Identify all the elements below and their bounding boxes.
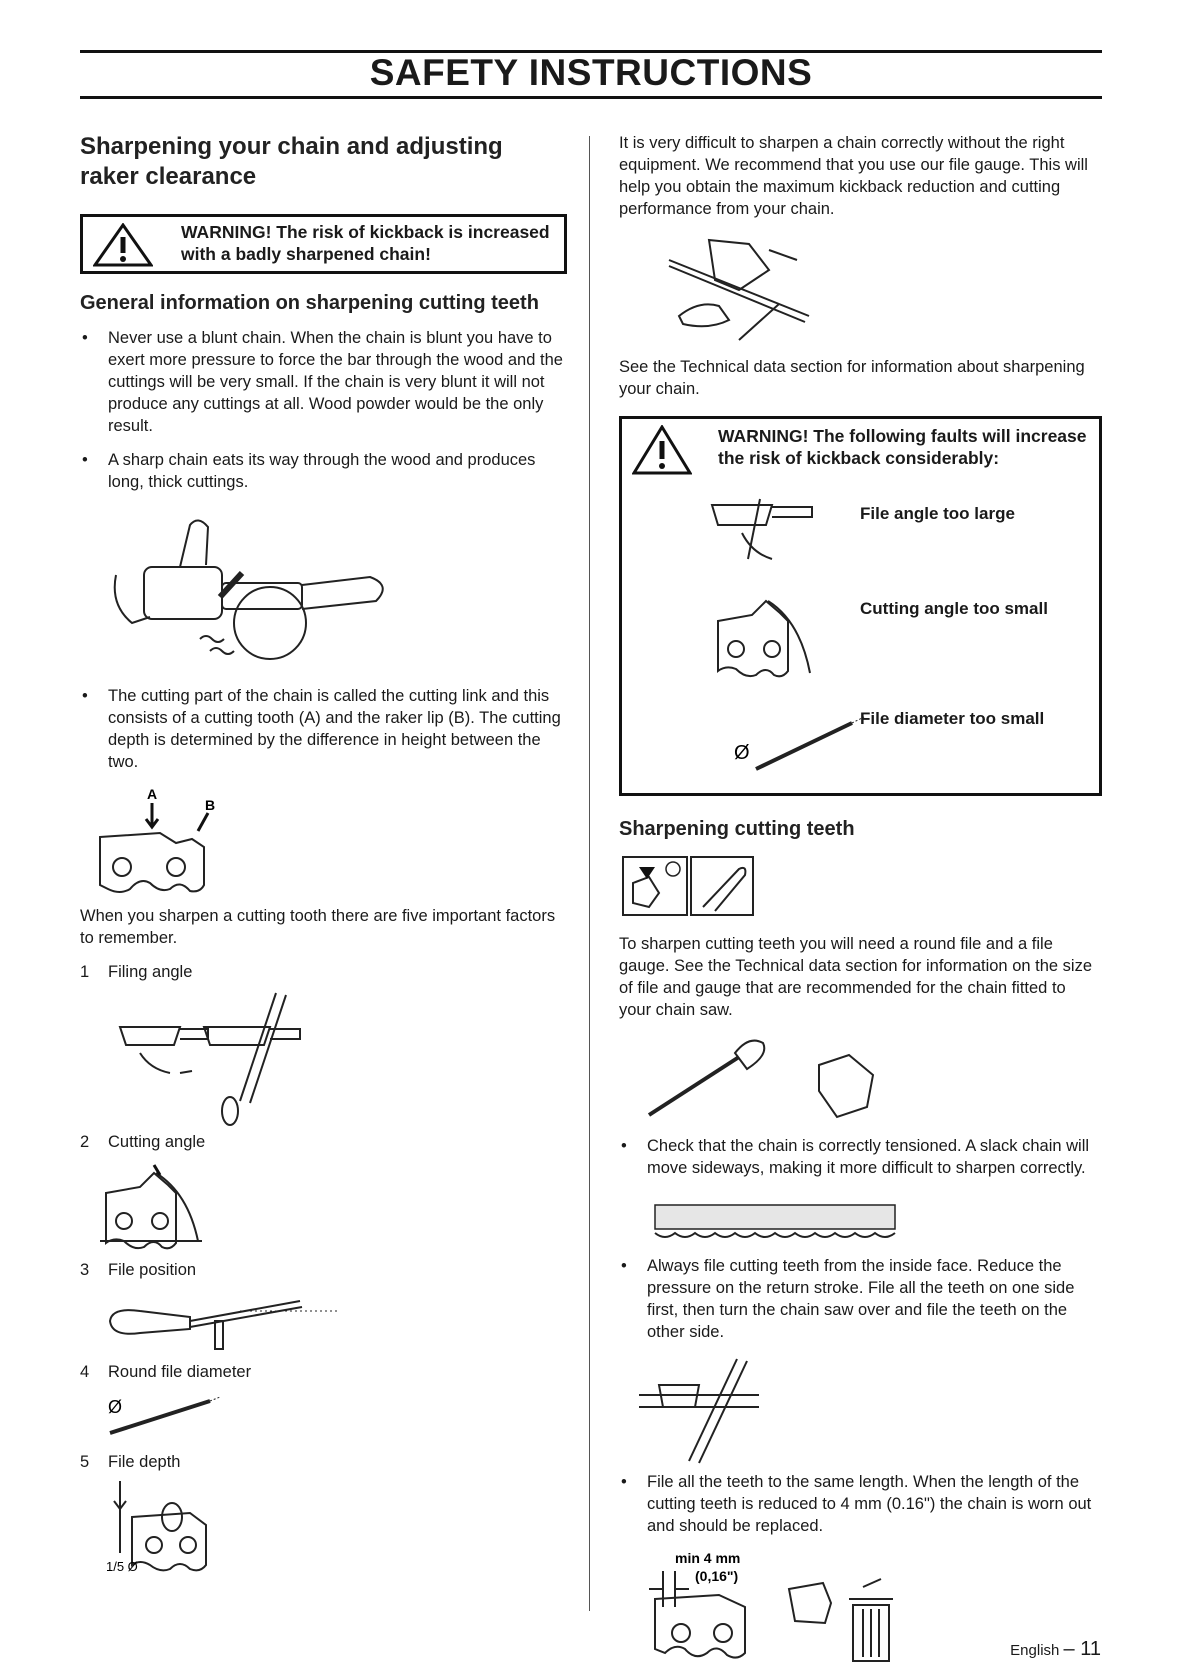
chainsaw-cutting-illustration: [80, 505, 567, 685]
filing-inside-face-illustration: [619, 1355, 1102, 1471]
page-footer: [1010, 1638, 1101, 1661]
sharpening-intro: To sharpen cutting teeth you will need a round file and a file gauge. See the Technical data section for information on the size of file and gauge that are recommended for the chain fitted to your chain saw.: [619, 935, 1092, 1019]
file-angle-fault-illustration: [702, 489, 852, 569]
general-bullets: [80, 327, 567, 493]
warning-line-1: WARNING! The risk of kickback is increased: [181, 222, 550, 242]
chain-tension-illustration: [619, 1191, 1102, 1255]
factors-list: [80, 1259, 567, 1281]
factors-intro: When you sharpen a cutting tooth there are five important factors to remember.: [80, 907, 556, 947]
factors-list: [80, 961, 567, 983]
left-column: [80, 128, 567, 1577]
warning-text: [718, 425, 1087, 469]
fault-file-diameter: File diameter too small: [860, 709, 1045, 728]
label-b: B: [205, 797, 216, 813]
diameter-symbol: Ø: [108, 1397, 123, 1417]
filing-angle-illustration: [80, 983, 567, 1127]
list-item: • Check that the chain is correctly tensioned. A slack chain will move sideways, making it more difficult to sharpen correctly.: [621, 1137, 1090, 1177]
file-gauge-illustration: [619, 220, 1102, 344]
depth-fraction: 1/5 Ø: [106, 1559, 138, 1574]
list-item: • Never use a blunt chain. When the chain is blunt you have to exert more pressure to force the bar through the wood and the cuttings will be very small. If the chain is very blunt it will not produce any cuttings at all. Wood powder would be the only result.: [82, 329, 563, 435]
sharpening-bullets: [619, 1135, 1102, 1179]
warning-triangle-icon: [632, 425, 692, 475]
warning-triangle-icon: [93, 223, 153, 267]
factors-list: [80, 1361, 567, 1383]
list-item: • A sharp chain eats its way through the wood and produces long, thick cuttings.: [82, 451, 536, 491]
file-and-gauge-illustration: [619, 1021, 1102, 1125]
right-column: [619, 132, 1102, 1665]
round-file-diameter-illustration: [80, 1383, 567, 1447]
file-diameter-fault-illustration: [712, 699, 872, 779]
page-title: SAFETY INSTRUCTIONS: [369, 52, 813, 93]
factor-item: 4 Round file diameter: [80, 1363, 252, 1381]
factor-item: 2 Cutting angle: [80, 1133, 206, 1151]
subheading-general: General information on sharpening cutting teeth: [80, 292, 539, 314]
list-item: • The cutting part of the chain is called the cutting link and this consists of a cutting tooth (A) and the raker lip (B). The cutting depth is determined by the difference in height between the two.: [82, 687, 561, 771]
intro-paragraph: It is very difficult to sharpen a chain correctly without the right equipment. We recommend that you use our file gauge. This will help you obtain the maximum kickback reduction and cutting performance from your chain.: [619, 134, 1088, 218]
footer-language: English: [1010, 1642, 1060, 1659]
column-divider: [589, 136, 590, 1611]
diameter-symbol: Ø: [734, 742, 750, 764]
factors-list: [80, 1451, 567, 1473]
file-depth-illustration: [80, 1473, 567, 1577]
factor-item: 3 File position: [80, 1261, 197, 1279]
warning-line-2: with a badly sharpened chain!: [181, 244, 431, 264]
factor-item: 5 File depth: [80, 1453, 181, 1471]
fault-cutting-angle: Cutting angle too small: [860, 599, 1048, 618]
cutting-link-bullets: [80, 685, 567, 773]
cutting-angle-fault-illustration: [712, 591, 852, 683]
warning-line-2: the risk of kickback considerably:: [718, 448, 1000, 468]
faults-warning-box: [619, 416, 1102, 796]
min-length-label: min 4 mm: [675, 1550, 741, 1566]
subheading-sharpening: Sharpening cutting teeth: [619, 818, 855, 840]
sharpening-symbols-illustration: [619, 853, 1102, 923]
warning-text: [181, 221, 550, 265]
kickback-warning-box: [80, 214, 567, 274]
list-item: • File all the teeth to the same length. When the length of the cutting teeth is reduced to 4 mm (0.16") the chain is worn out and should be replaced.: [621, 1473, 1092, 1535]
label-a: A: [147, 786, 158, 802]
page-number: – 11: [1063, 1638, 1101, 1660]
sharpening-bullets: [619, 1471, 1102, 1537]
factor-item: 1 Filing angle: [80, 963, 193, 981]
cutting-link-ab-illustration: [80, 785, 567, 897]
list-item: • Always file cutting teeth from the inside face. Reduce the pressure on the return stroke. File all the teeth on one side first, then turn the chain saw over and file the teeth on the other side.: [621, 1257, 1075, 1341]
min-length-inches: (0,16"): [695, 1568, 739, 1584]
sharpening-bullets: [619, 1255, 1102, 1343]
technical-data-note: See the Technical data section for information about sharpening your chain.: [619, 358, 1085, 398]
fault-file-angle: File angle too large: [860, 504, 1015, 523]
file-position-illustration: [80, 1281, 567, 1357]
warning-line-1: WARNING! The following faults will increase: [718, 426, 1087, 446]
cutting-angle-illustration: [80, 1153, 567, 1255]
section-heading: Sharpening your chain and adjusting raker clearance: [80, 133, 503, 190]
title-bottom-rule: [80, 96, 1102, 99]
factors-list: [80, 1131, 567, 1153]
